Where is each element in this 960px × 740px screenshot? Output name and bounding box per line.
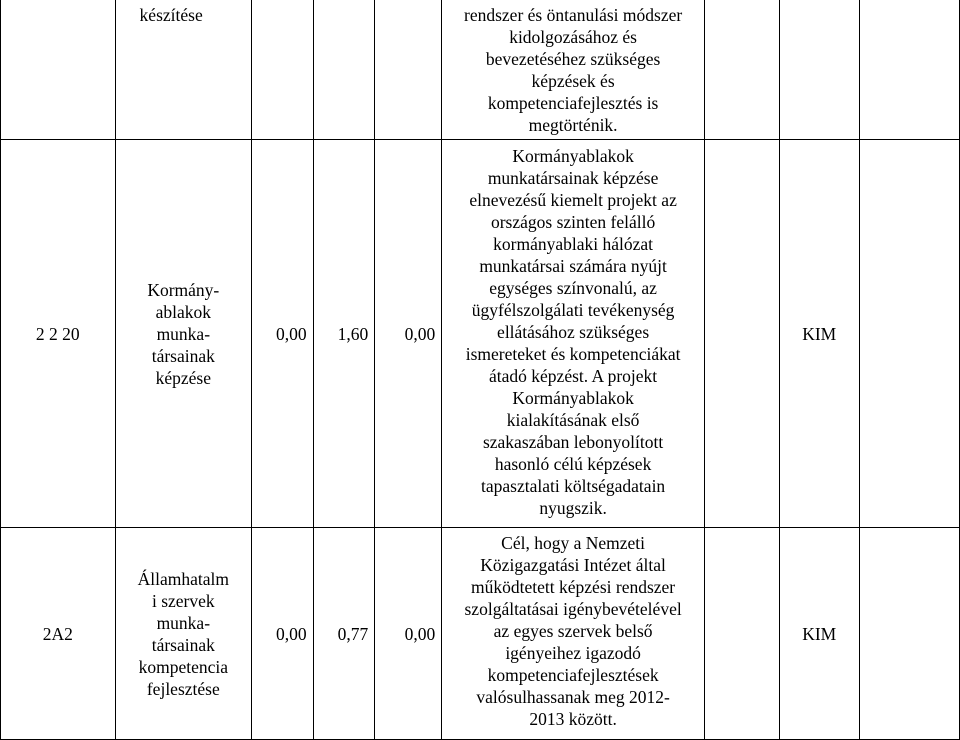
name-cell xyxy=(115,528,252,740)
value-cell-3 xyxy=(375,140,442,528)
responsible-cell xyxy=(779,140,859,528)
value-2: 0,77 xyxy=(337,623,369,644)
description-line: valósulhassanak meg 2012- xyxy=(476,687,670,707)
value-cell-2 xyxy=(313,140,375,528)
code-cell xyxy=(1,0,116,140)
responsible-cell xyxy=(779,0,859,140)
empty-cell xyxy=(705,0,780,140)
row-code: 2A2 xyxy=(42,623,73,644)
name-line: munka- xyxy=(156,612,211,633)
value-2: 1,60 xyxy=(337,323,369,344)
value-cell-2 xyxy=(313,0,375,140)
value-cell-2 xyxy=(313,528,375,740)
value-3: 0,00 xyxy=(404,323,436,344)
name-line: társainak xyxy=(151,345,215,366)
description-line: Kormányablakok xyxy=(512,146,634,166)
description-line: ismereteket és kompetenciákat xyxy=(465,344,681,364)
value-1: 0,00 xyxy=(276,623,307,644)
table-row xyxy=(1,140,960,528)
description-line: szolgáltatásai igénybevételével xyxy=(464,599,682,619)
value-1: 0,00 xyxy=(276,323,307,344)
empty-cell xyxy=(859,0,959,140)
description-line: szakaszában lebonyolított xyxy=(482,432,664,452)
responsible-org: KIM xyxy=(802,623,837,644)
row-code: 2 2 20 xyxy=(35,323,80,344)
description-line: ügyfélszolgálati tevékenység xyxy=(471,300,675,320)
description-line: Közigazgatási Intézet által xyxy=(480,555,666,575)
description-line: tapasztalati költségadatain xyxy=(481,476,666,496)
name-line: társainak xyxy=(151,634,215,655)
name-line: Kormány- xyxy=(147,279,220,300)
name-line: képzése xyxy=(155,367,211,388)
description-line: átadó képzést. A projekt xyxy=(489,366,658,386)
empty-cell xyxy=(705,140,780,528)
description-line: képzések és xyxy=(531,71,615,91)
description-line: 2013 között. xyxy=(529,709,617,729)
description-line: működtetett képzési rendszer xyxy=(471,577,676,597)
description-line: hasonló célú képzések xyxy=(494,454,652,474)
value-cell-3 xyxy=(375,528,442,740)
description-line: megtörténik. xyxy=(528,115,618,135)
description-cell xyxy=(442,0,705,140)
code-cell xyxy=(1,528,116,740)
name-line: munka- xyxy=(156,323,211,344)
name-line: kompetencia xyxy=(138,656,228,677)
description-line: ellátásához szükséges xyxy=(497,322,650,342)
description-line: nyugszik. xyxy=(539,498,607,518)
description-line: munkatársai számára nyújt xyxy=(479,256,667,276)
table-row xyxy=(1,528,960,740)
name-line: fejlesztése xyxy=(146,678,220,699)
description-line: igényeihez igazodó xyxy=(505,643,641,663)
value-cell-1 xyxy=(252,0,314,140)
code-cell xyxy=(1,140,116,528)
description-line: kialakításának első xyxy=(506,410,640,430)
description-line: Kormányablakok xyxy=(512,388,634,408)
value-cell-3 xyxy=(375,0,442,140)
description-line: elnevezésű kiemelt projekt az xyxy=(469,190,677,210)
value-cell-1 xyxy=(252,528,314,740)
name-cell xyxy=(115,140,252,528)
description-line: kidolgozásához és xyxy=(509,27,637,47)
name-line: Államhatalm xyxy=(137,568,229,589)
description-line: kompetenciafejlesztések xyxy=(487,665,659,685)
responsible-cell xyxy=(779,528,859,740)
table-row xyxy=(1,0,960,140)
value-3: 0,00 xyxy=(404,623,436,644)
description-line: országos szinten felálló xyxy=(490,212,656,232)
description-line: bevezetéséhez szükséges xyxy=(485,49,661,69)
empty-cell xyxy=(859,140,959,528)
description-line: munkatársainak képzése xyxy=(487,168,659,188)
empty-cell xyxy=(705,528,780,740)
description-line: rendszer és öntanulási módszer xyxy=(464,5,683,25)
name-line: ablakok xyxy=(155,301,211,322)
responsible-org: KIM xyxy=(802,323,837,344)
value-cell-1 xyxy=(252,140,314,528)
description-line: Cél, hogy a Nemzeti xyxy=(501,533,646,553)
description-line: az egyes szervek belső xyxy=(493,621,653,641)
description-line: egységes színvonalú, az xyxy=(489,278,657,298)
description-cell xyxy=(442,528,705,740)
description-line: kompetenciafejlesztés is xyxy=(487,93,659,113)
name-text: készítése xyxy=(139,5,203,25)
name-line: i szervek xyxy=(151,590,215,611)
description-line: kormányablaki hálózat xyxy=(493,234,654,254)
description-cell xyxy=(442,140,705,528)
name-cell xyxy=(115,0,252,140)
empty-cell xyxy=(859,528,959,740)
